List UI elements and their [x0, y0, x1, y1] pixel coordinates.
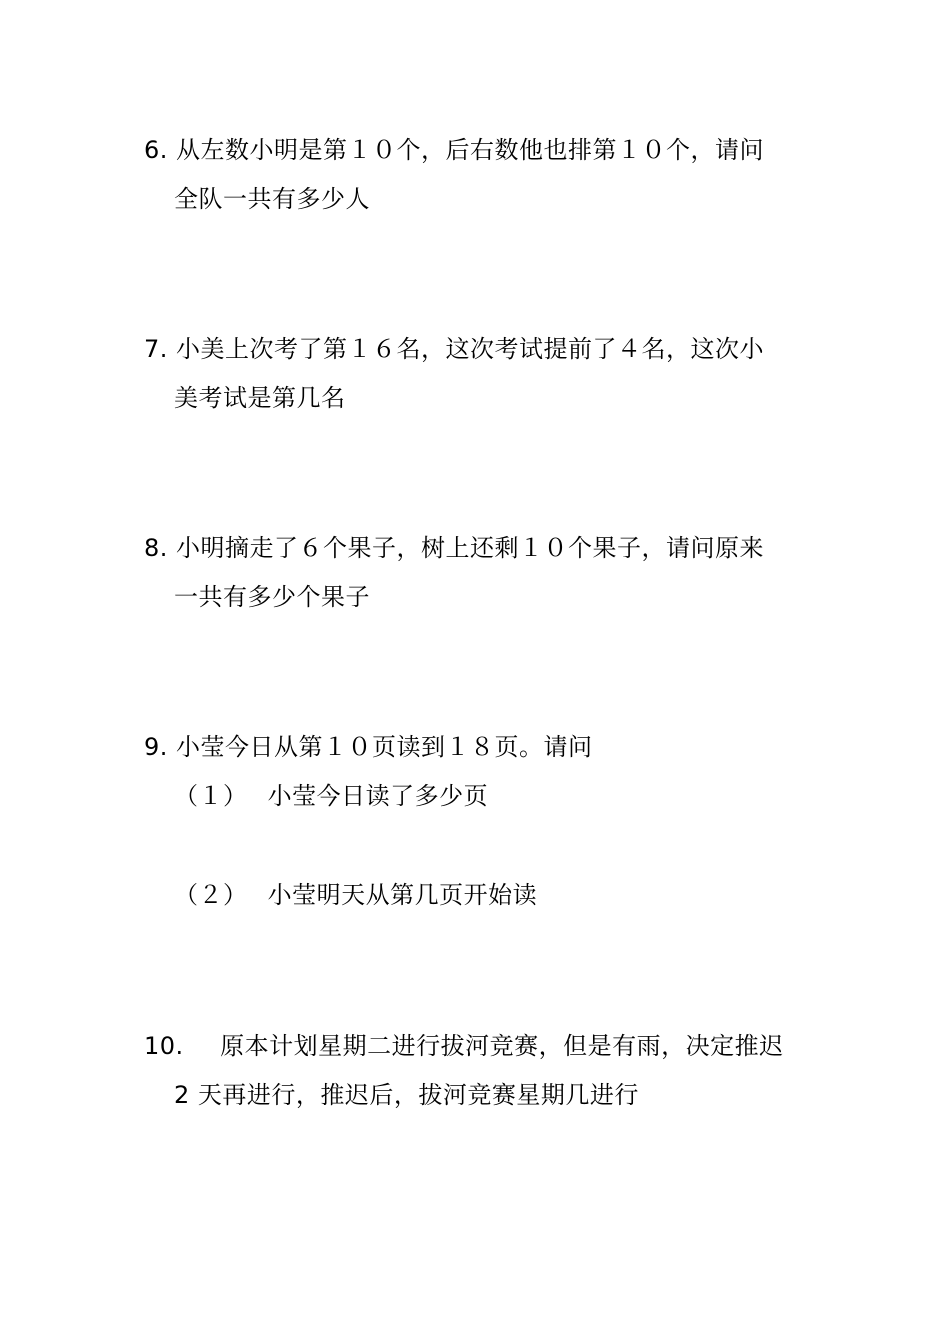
- question-text: 小美上次考了第１６名，这次考试提前了４名，这次小: [176, 335, 765, 363]
- question-number: 10.: [144, 1032, 184, 1060]
- question-9-line-1: [144, 731, 593, 763]
- question-6-line-1: [144, 134, 764, 166]
- question-6-line-2: 全队一共有多少人: [174, 185, 370, 213]
- question-10-line-2: 2 天再进行，推迟后，拔河竞赛星期几进行: [174, 1081, 639, 1109]
- question-10-line-1: [144, 1030, 784, 1062]
- question-8-line-1: [144, 532, 764, 564]
- question-text: 小明摘走了６个果子，树上还剩１０个果子，请问原来: [176, 534, 765, 562]
- question-7-line-1: [144, 333, 764, 365]
- question-number: 6.: [144, 136, 168, 164]
- question-7-line-2: 美考试是第几名: [174, 384, 346, 412]
- question-9-sub-2: [174, 879, 537, 911]
- question-number: 8.: [144, 534, 168, 562]
- sub-question-text: 小莹明天从第几页开始读: [267, 881, 538, 909]
- question-text: 从左数小明是第１０个，后右数他也排第１０个，请问: [176, 136, 765, 164]
- sub-question-text: 小莹今日读了多少页: [267, 782, 489, 810]
- question-8-line-2: 一共有多少个果子: [174, 583, 370, 611]
- question-9-sub-1: [174, 780, 488, 812]
- sub-question-label: （１）: [174, 782, 248, 810]
- question-number: 9.: [144, 733, 168, 761]
- sub-question-label: （２）: [174, 881, 248, 909]
- question-text: 小莹今日从第１０页读到１８页。请问: [176, 733, 593, 761]
- question-text: 原本计划星期二进行拔河竞赛，但是有雨，决定推迟: [220, 1032, 784, 1060]
- question-number: 7.: [144, 335, 168, 363]
